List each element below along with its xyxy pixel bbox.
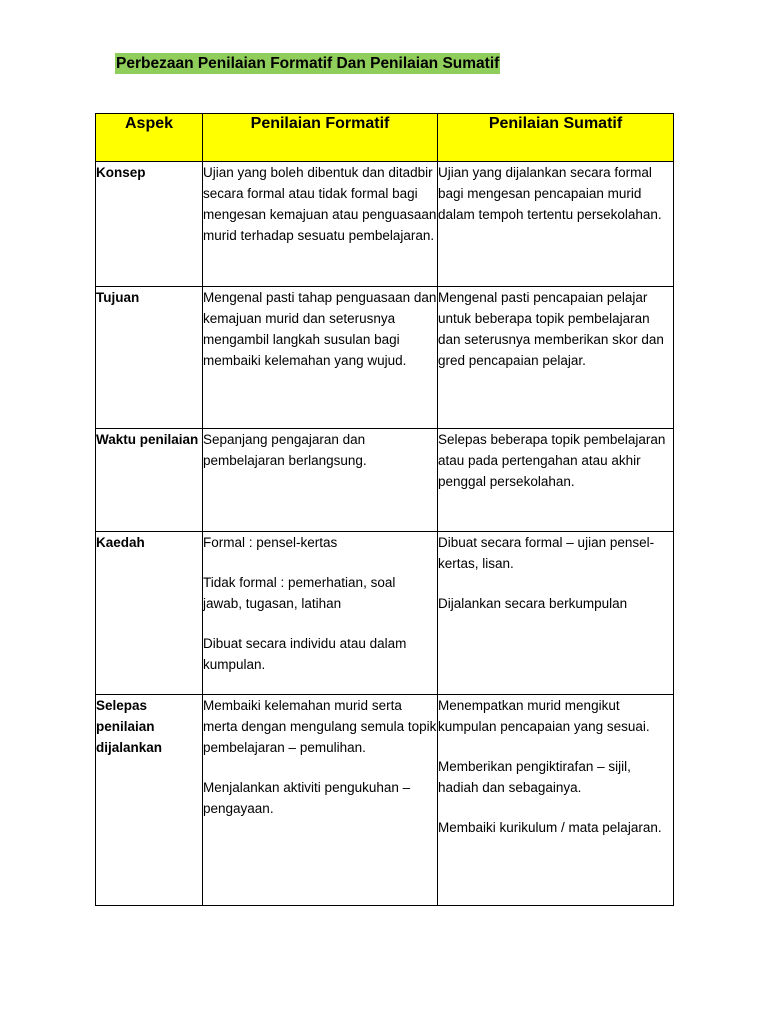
cell-text: Ujian yang boleh dibentuk dan ditadbir secara formal atau tidak formal bagi mengesan kemajuan atau penguasaan murid terhadap sesuatu pembelajaran. (203, 165, 437, 243)
cell-text: Dibuat secara individu atau dalam kumpulan. (203, 636, 407, 672)
header-penilaian-sumatif: Penilaian Sumatif (438, 114, 674, 162)
table-row (96, 429, 674, 532)
aspect-cell: Tujuan (96, 287, 203, 429)
cell-text: Tidak formal : pemerhatian, soal jawab, tugasan, latihan (203, 575, 396, 611)
formatif-cell (203, 429, 438, 532)
table-row (96, 695, 674, 906)
header-penilaian-formatif: Penilaian Formatif (203, 114, 438, 162)
cell-text: Formal : pensel-kertas (203, 535, 338, 550)
cell-text: Mengenal pasti pencapaian pelajar untuk beberapa topik pembelajaran dan seterusnya memberikan skor dan gred pencapaian pelajar. (438, 290, 664, 368)
table-row (96, 162, 674, 287)
cell-text: Dibuat secara formal – ujian pensel-kertas, lisan. (438, 535, 655, 571)
document-title: Perbezaan Penilaian Formatif Dan Penilaian Sumatif (116, 55, 500, 72)
cell-text: Menjalankan aktiviti pengukuhan – pengayaan. (203, 780, 411, 816)
formatif-cell (203, 162, 438, 287)
sumatif-cell (438, 532, 674, 695)
header-row (96, 114, 674, 162)
cell-text: Selepas beberapa topik pembelajaran atau pada pertengahan atau akhir penggal persekolahan. (438, 432, 666, 489)
cell-text: Membaiki kurikulum / mata pelajaran. (438, 820, 662, 835)
aspect-cell: Kaedah (96, 532, 203, 695)
table-row (96, 532, 674, 695)
formatif-cell (203, 287, 438, 429)
cell-text: Ujian yang dijalankan secara formal bagi mengesan pencapaian murid dalam tempoh tertentu persekolahan. (438, 165, 662, 222)
header-aspek: Aspek (96, 114, 203, 162)
sumatif-cell (438, 695, 674, 906)
cell-text: Menempatkan murid mengikut kumpulan pencapaian yang sesuai. (438, 698, 650, 734)
sumatif-cell (438, 162, 674, 287)
aspect-cell: Waktu penilaian (96, 429, 203, 532)
sumatif-cell (438, 287, 674, 429)
formatif-cell (203, 695, 438, 906)
cell-text: Sepanjang pengajaran dan pembelajaran berlangsung. (203, 432, 367, 468)
sumatif-cell (438, 429, 674, 532)
comparison-table (95, 113, 674, 906)
aspect-cell: Selepas penilaian dijalankan (96, 695, 203, 906)
cell-text: Memberikan pengiktirafan – sijil, hadiah dan sebagainya. (438, 759, 631, 795)
aspect-cell: Konsep (96, 162, 203, 287)
cell-text: Dijalankan secara berkumpulan (438, 596, 628, 611)
formatif-cell (203, 532, 438, 695)
table-row (96, 287, 674, 429)
cell-text: Membaiki kelemahan murid serta merta dengan mengulang semula topik pembelajaran – pemulihan. (203, 698, 437, 755)
cell-text: Mengenal pasti tahap penguasaan dan kemajuan murid dan seterusnya mengambil langkah susulan bagi membaiki kelemahan yang wujud. (203, 290, 437, 368)
